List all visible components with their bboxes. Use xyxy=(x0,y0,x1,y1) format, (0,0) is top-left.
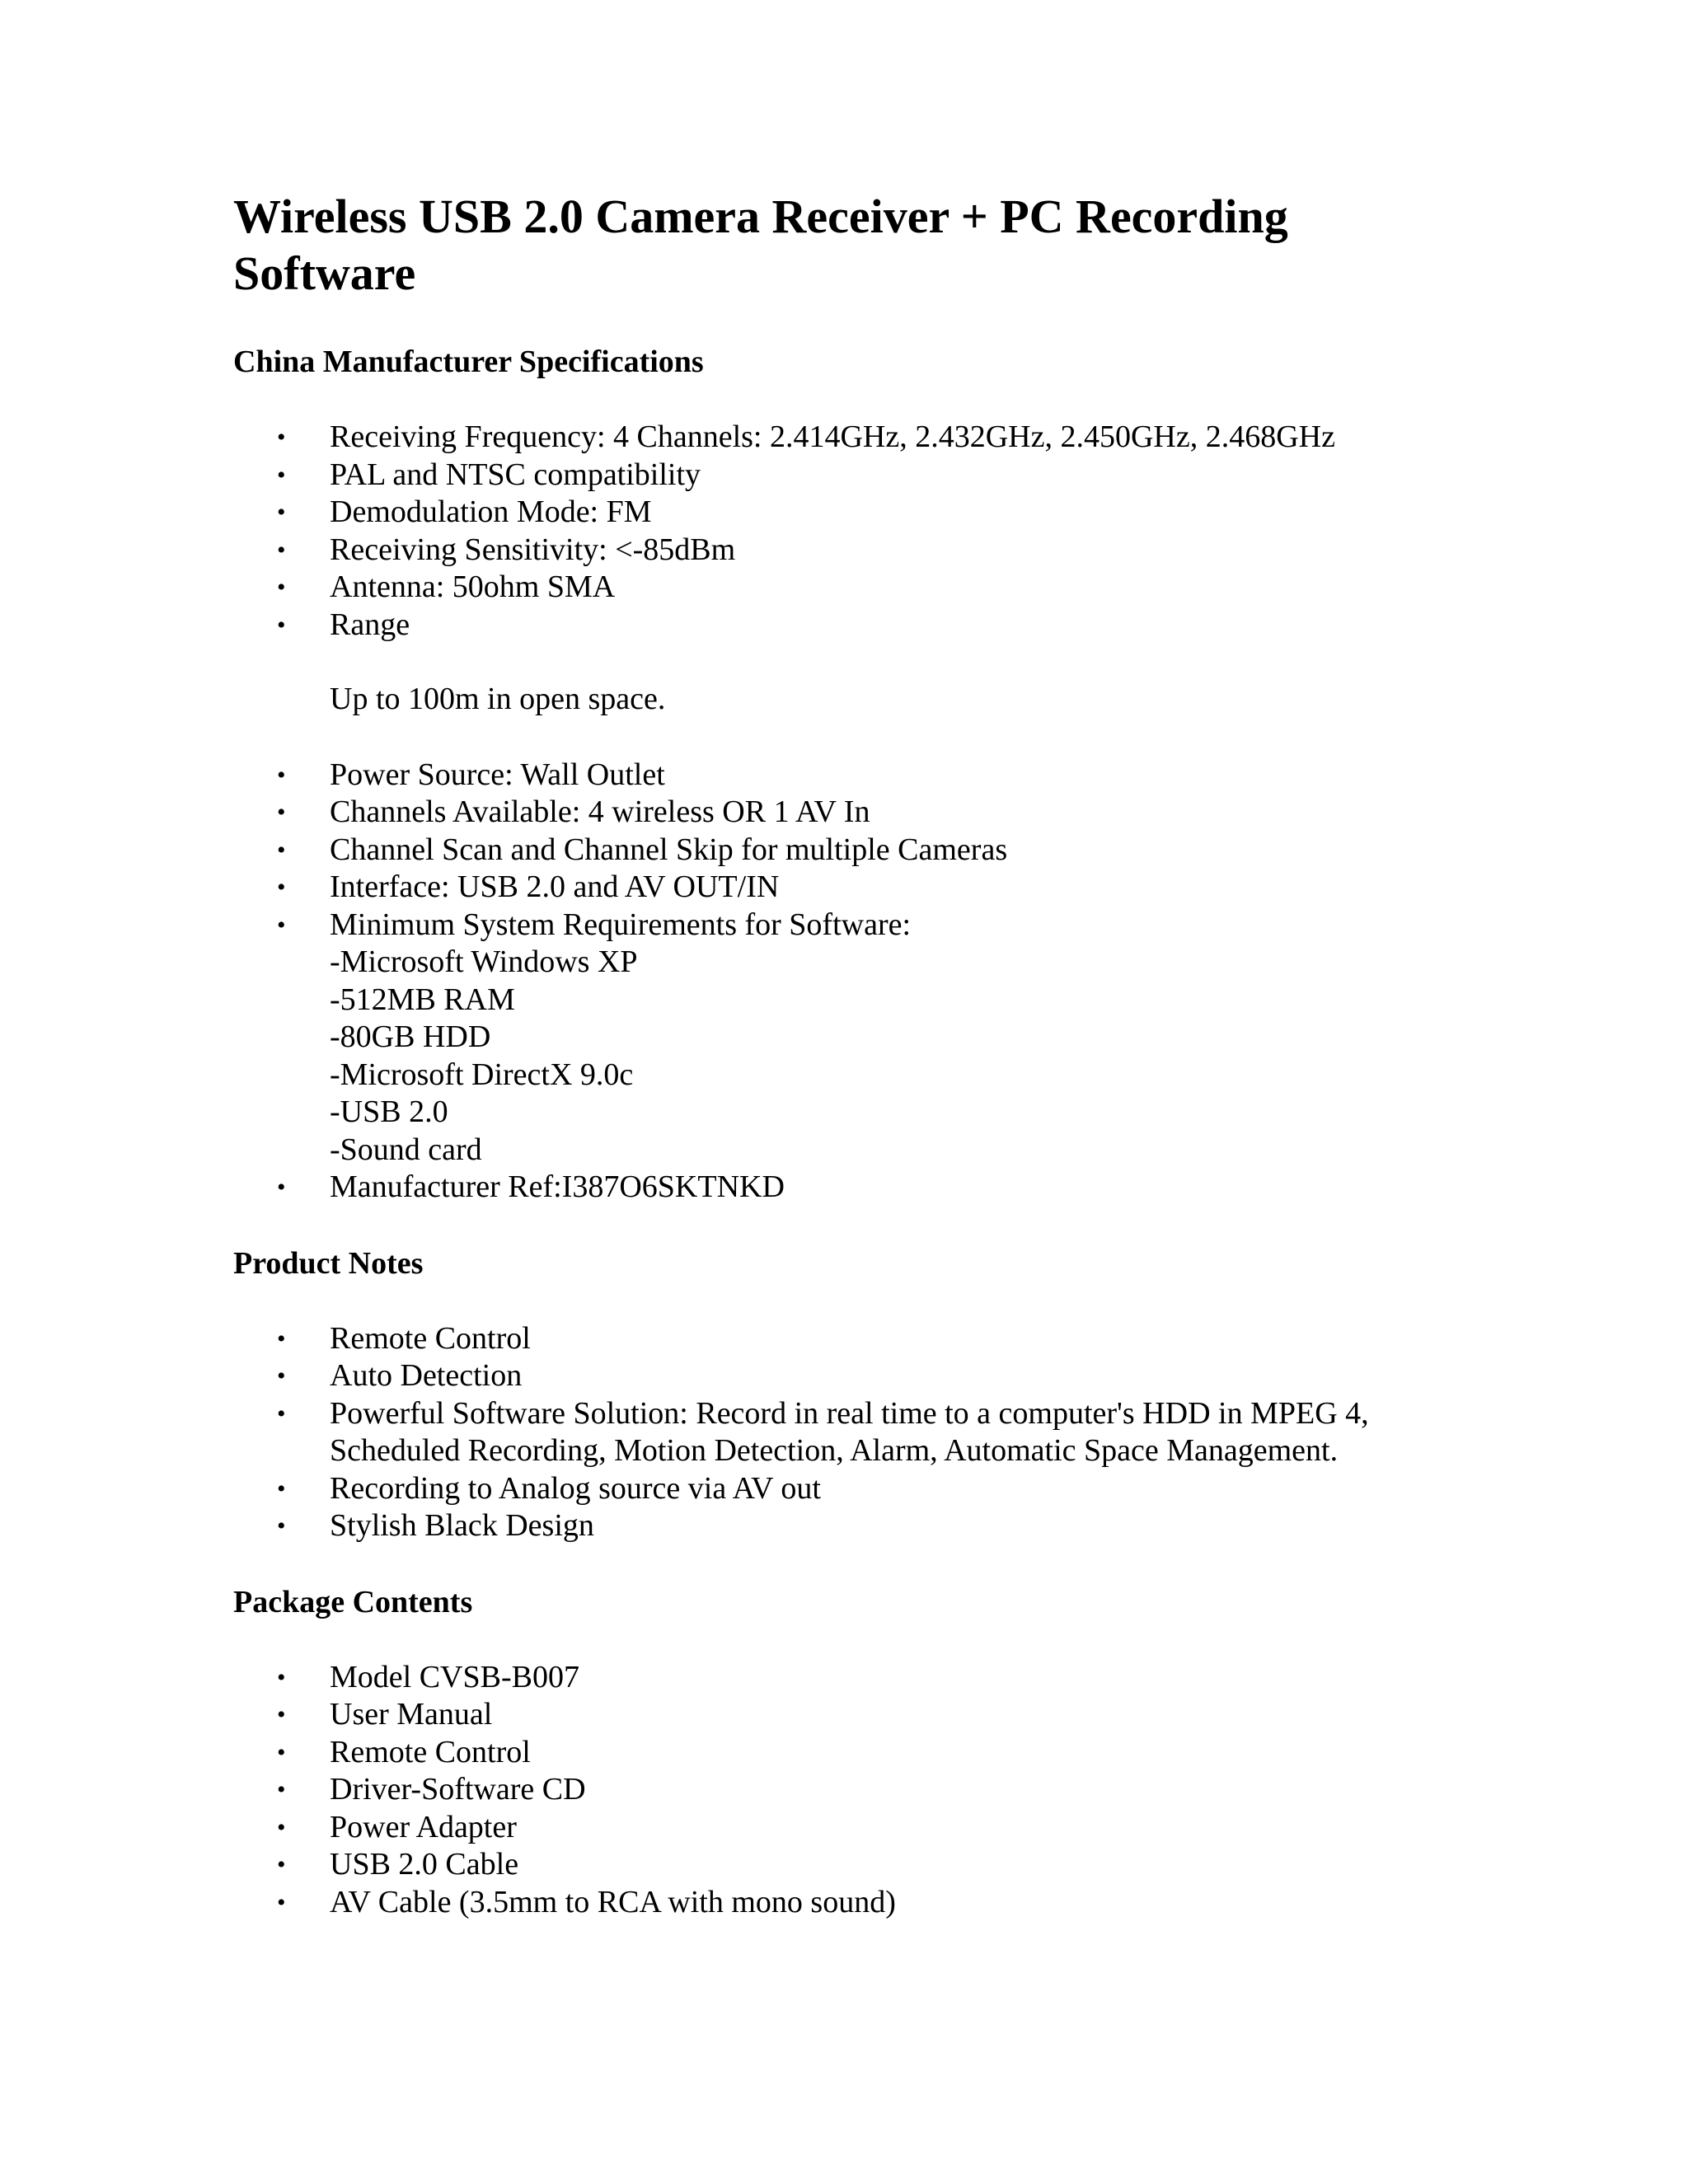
page-title xyxy=(233,188,1519,302)
bullet-icon: • xyxy=(277,1512,286,1540)
list-item: • Model CVSB-B007 xyxy=(233,1659,1519,1697)
software-line-1: Powerful Software Solution: Record in real time to a computer's HDD in MPEG 4, xyxy=(330,1395,1369,1431)
list-item: • Range xyxy=(233,607,1519,644)
requirements-item xyxy=(233,907,1519,1169)
notes-list xyxy=(233,1320,1519,1545)
list-item: • AV Cable (3.5mm to RCA with mono sound) xyxy=(233,1884,1519,1922)
software-line-2: Scheduled Recording, Motion Detection, Alarm, Automatic Space Management. xyxy=(330,1433,1339,1468)
bullet-icon: • xyxy=(277,911,286,939)
list-item: • Channel Scan and Channel Skip for multiple Cameras xyxy=(233,832,1519,869)
bullet-icon: • xyxy=(277,1174,286,1201)
specs-list-continued xyxy=(233,757,1519,1207)
list-item: • USB 2.0 Cable xyxy=(233,1846,1519,1884)
specs-heading: China Manufacturer Specifications xyxy=(233,344,704,379)
requirement-line: -USB 2.0 xyxy=(330,1094,448,1129)
requirement-line: -80GB HDD xyxy=(330,1019,491,1054)
title-line-2: Software xyxy=(233,246,416,300)
list-item: • PAL and NTSC compatibility xyxy=(233,457,1519,494)
list-item: • Channels Available: 4 wireless OR 1 AV In xyxy=(233,794,1519,832)
bullet-icon: • xyxy=(277,799,286,826)
bullet-icon: • xyxy=(277,1888,286,1916)
bullet-icon: • xyxy=(277,1701,286,1728)
list-item xyxy=(233,1395,1519,1470)
bullet-icon: • xyxy=(277,424,286,451)
requirement-line: -512MB RAM xyxy=(330,982,515,1017)
bullet-icon: • xyxy=(277,1663,286,1691)
bullet-icon: • xyxy=(277,611,286,639)
list-item: • Receiving Frequency: 4 Channels: 2.414GHz, 2.432GHz, 2.450GHz, 2.468GHz xyxy=(233,419,1519,457)
list-item: • Stylish Black Design xyxy=(233,1507,1519,1545)
requirements-label: Minimum System Requirements for Software: xyxy=(330,907,912,942)
list-item: • Auto Detection xyxy=(233,1357,1519,1395)
list-item: • User Manual xyxy=(233,1696,1519,1734)
requirement-line: -Sound card xyxy=(330,1132,482,1167)
bullet-icon: • xyxy=(277,1738,286,1766)
requirement-line: -Microsoft DirectX 9.0c xyxy=(330,1057,634,1092)
list-item: • Power Adapter xyxy=(233,1809,1519,1847)
list-item: • Receiving Sensitivity: <-85dBm xyxy=(233,532,1519,569)
bullet-icon: • xyxy=(277,499,286,526)
list-item: • Manufacturer Ref:I387O6SKTNKD xyxy=(233,1169,1519,1207)
specs-list xyxy=(233,419,1519,644)
bullet-icon: • xyxy=(277,836,286,864)
list-item: • Antenna: 50ohm SMA xyxy=(233,569,1519,607)
list-item: • Recording to Analog source via AV out xyxy=(233,1470,1519,1508)
bullet-icon: • xyxy=(277,1474,286,1502)
package-heading: Package Contents xyxy=(233,1584,473,1619)
range-note: Up to 100m in open space. xyxy=(330,682,666,716)
document-page xyxy=(233,188,1519,1921)
bullet-icon: • xyxy=(277,1362,286,1390)
list-item: • Demodulation Mode: FM xyxy=(233,494,1519,532)
bullet-icon: • xyxy=(277,1776,286,1803)
bullet-icon: • xyxy=(277,574,286,601)
requirement-line: -Microsoft Windows XP xyxy=(330,944,638,979)
list-item: • Remote Control xyxy=(233,1320,1519,1358)
list-item: • Remote Control xyxy=(233,1734,1519,1772)
list-item: • Interface: USB 2.0 and AV OUT/IN xyxy=(233,869,1519,907)
bullet-icon: • xyxy=(277,1813,286,1841)
bullet-icon: • xyxy=(277,461,286,489)
bullet-icon: • xyxy=(277,874,286,901)
bullet-icon: • xyxy=(277,1324,286,1352)
package-list xyxy=(233,1659,1519,1922)
notes-heading: Product Notes xyxy=(233,1245,424,1281)
bullet-icon: • xyxy=(277,1399,286,1427)
list-item: • Power Source: Wall Outlet xyxy=(233,757,1519,794)
bullet-icon: • xyxy=(277,761,286,789)
list-item: • Driver-Software CD xyxy=(233,1771,1519,1809)
bullet-icon: • xyxy=(277,536,286,564)
title-line-1: Wireless USB 2.0 Camera Receiver + PC Recording xyxy=(233,190,1288,243)
bullet-icon: • xyxy=(277,1851,286,1878)
